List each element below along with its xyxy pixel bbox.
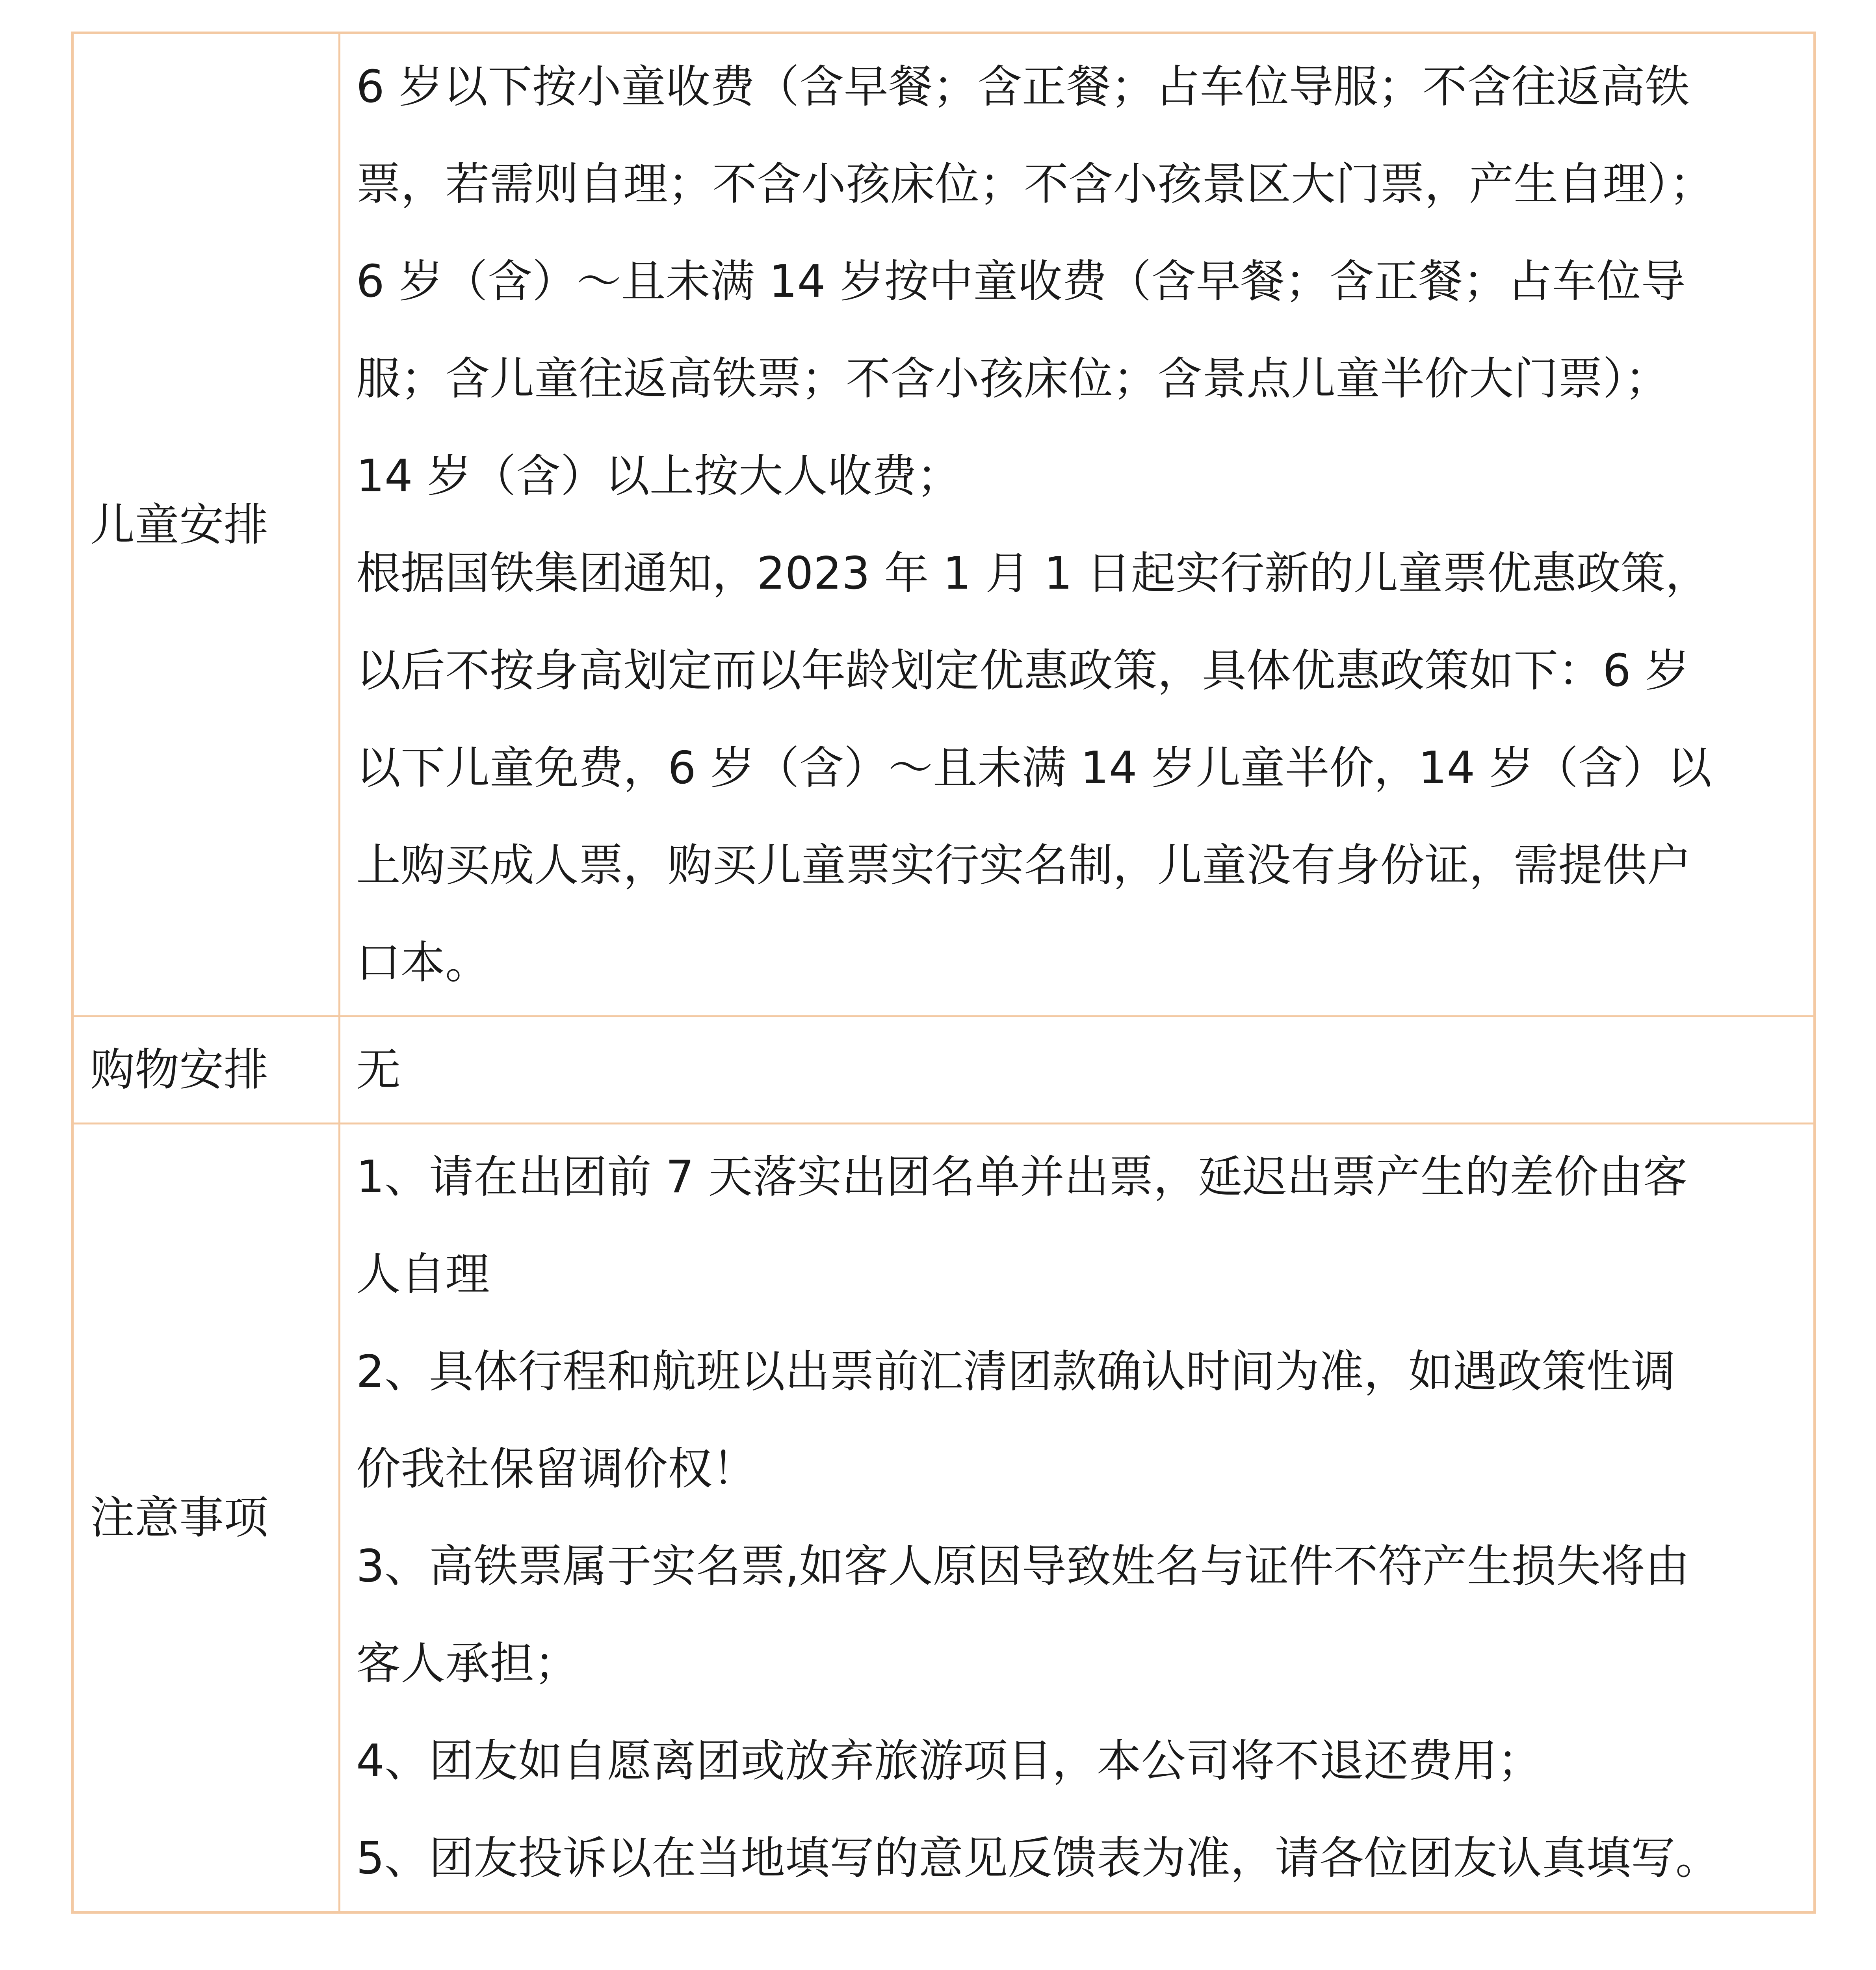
content-line: 服；含儿童往返高铁票；不含小孩床位；含景点儿童半价大门票）； <box>356 353 1670 405</box>
row-label: 儿童安排 <box>72 33 340 1017</box>
table-row-children <box>72 33 1815 1017</box>
content-line: 5、团友投诉以在当地填写的意见反馈表为准，请各位团友认真填写。 <box>356 1832 1720 1884</box>
content-line: 6 岁（含）～且未满 14 岁按中童收费（含早餐；含正餐；占车位导 <box>356 255 1686 307</box>
content-line: 价我社保留调价权！ <box>356 1443 757 1495</box>
content-line: 以下儿童免费，6 岁（含）～且未满 14 岁儿童半价，14 岁（含）以 <box>356 742 1712 794</box>
content-line: 票，若需则自理；不含小孩床位；不含小孩景区大门票，产生自理）； <box>356 158 1714 210</box>
content-line: 上购买成人票，购买儿童票实行实名制，儿童没有身份证，需提供户 <box>356 839 1692 891</box>
table-row-shopping <box>72 1017 1815 1124</box>
content-line: 根据国铁集团通知，2023 年 1 月 1 日起实行新的儿童票优惠政策， <box>356 547 1710 599</box>
content-line: 4、团友如自愿离团或放弃旅游项目，本公司将不退还费用； <box>356 1735 1542 1787</box>
content-line: 无 <box>356 1044 401 1096</box>
content-line: 口本。 <box>356 937 490 989</box>
content-line: 14 岁（含）以上按大人收费； <box>356 450 961 502</box>
content-line: 2、具体行程和航班以出票前汇清团款确认时间为准，如遇政策性调 <box>356 1346 1675 1398</box>
content-line: 6 岁以下按小童收费（含早餐；含正餐；占车位导服；不含往返高铁 <box>356 61 1690 113</box>
content-line: 3、高铁票属于实名票,如客人原因导致姓名与证件不符产生损失将由 <box>356 1540 1690 1592</box>
row-label: 购物安排 <box>72 1017 340 1124</box>
row-content <box>340 1124 1815 1912</box>
content-line: 客人承担； <box>356 1637 579 1689</box>
content-line: 以后不按身高划定而以年龄划定优惠政策，具体优惠政策如下：6 岁 <box>356 645 1690 697</box>
row-content <box>340 1017 1815 1124</box>
content-line: 人自理 <box>356 1248 490 1300</box>
content-line: 1、请在出团前 7 天落实出团名单并出票，延迟出票产生的差价由客 <box>356 1151 1688 1203</box>
row-label: 注意事项 <box>72 1124 340 1912</box>
itinerary-info-table <box>71 32 1816 1914</box>
table-row-notices <box>72 1124 1815 1912</box>
row-content <box>340 33 1815 1017</box>
